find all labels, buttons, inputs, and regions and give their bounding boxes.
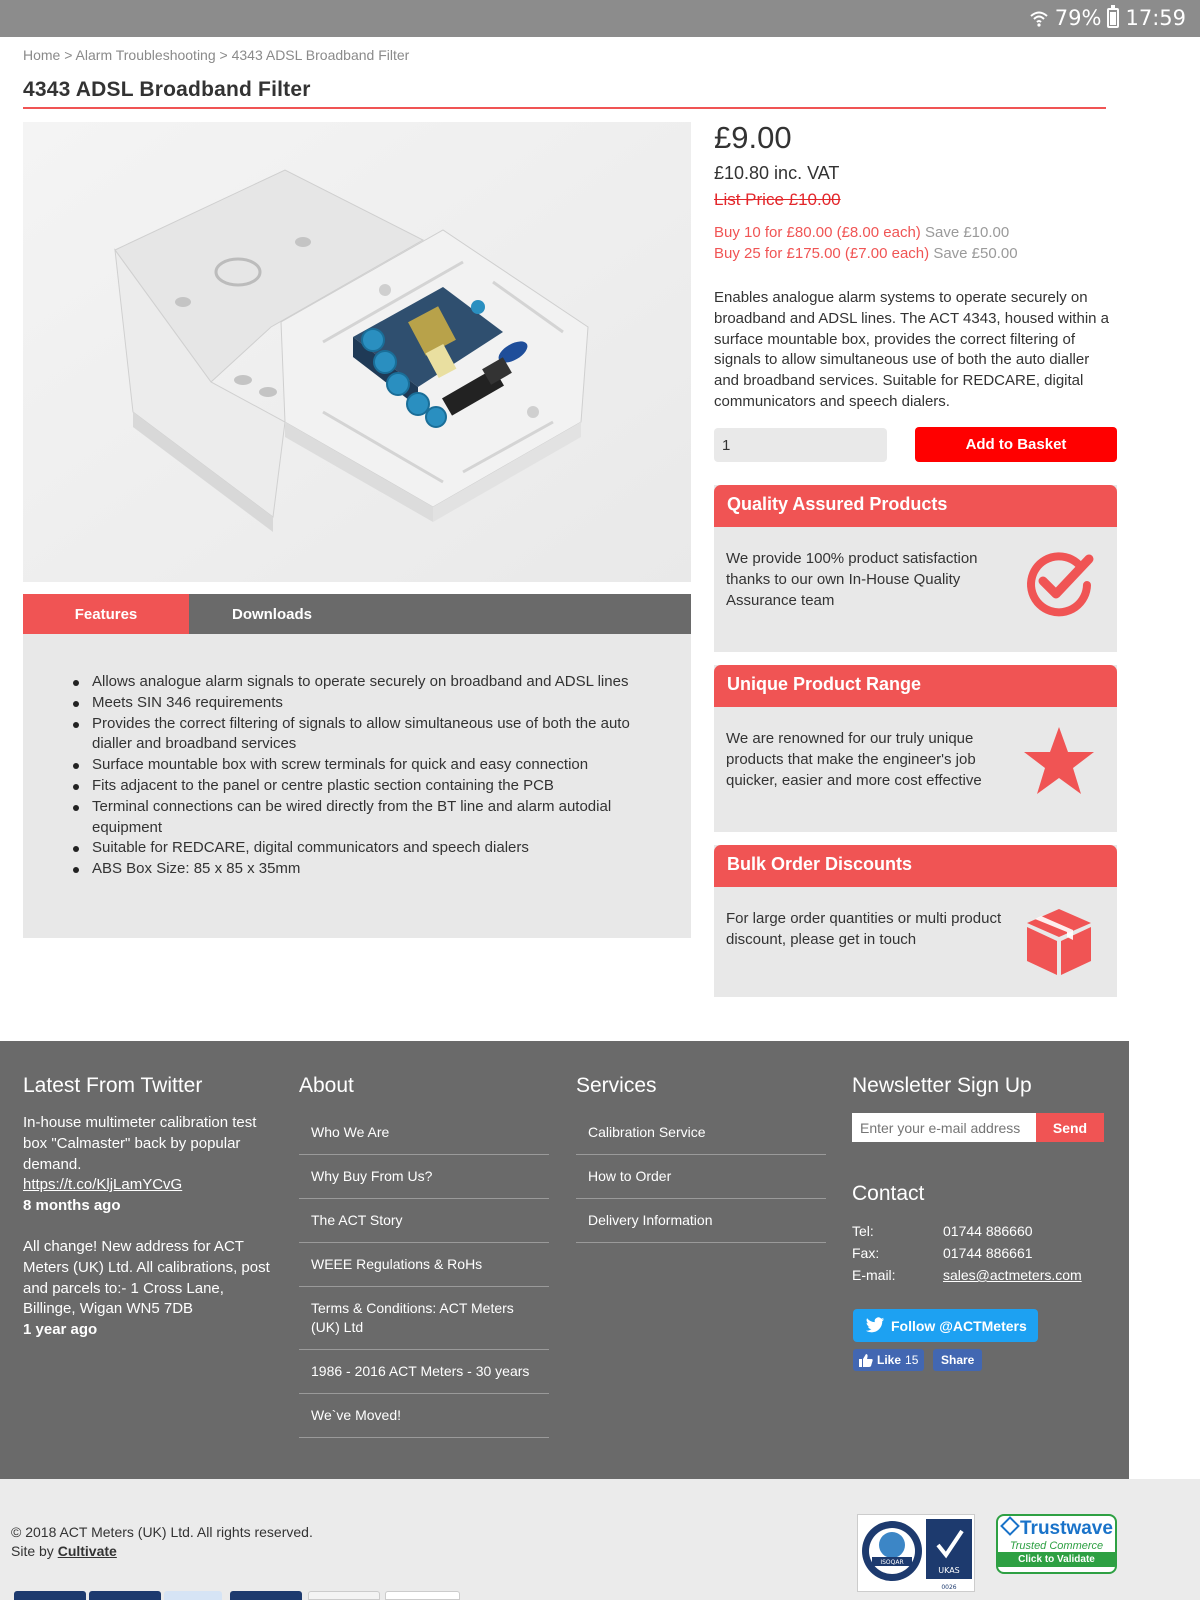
fax-value: 01744 886661: [943, 1245, 1033, 1261]
breadcrumb: [23, 47, 409, 63]
footer-link-how-to-order[interactable]: How to Order: [576, 1155, 826, 1199]
twitter-feed: [23, 1113, 273, 1341]
breadcrumb-separator: >: [60, 47, 76, 63]
footer-link-calibration[interactable]: Calibration Service: [576, 1111, 826, 1155]
ukas-label: UKAS: [938, 1566, 960, 1575]
footer-link-delivery[interactable]: Delivery Information: [576, 1199, 826, 1243]
footer-link-why-buy[interactable]: Why Buy From Us?: [299, 1155, 549, 1199]
thumbs-up-icon: [859, 1353, 873, 1367]
features-panel: [23, 634, 691, 938]
isoqar-ukas-logo: [858, 1515, 976, 1593]
wifi-icon: [1029, 8, 1049, 28]
feature-item: Meets SIN 346 requirements: [68, 693, 671, 714]
twitter-heading: Latest From Twitter: [23, 1074, 203, 1097]
feature-item: ABS Box Size: 85 x 85 x 35mm: [68, 859, 671, 880]
email-label: E-mail:: [852, 1267, 896, 1283]
bottom-bar: [0, 1479, 1200, 1600]
fax-label: Fax:: [852, 1245, 880, 1261]
twitter-bird-icon: [865, 1317, 885, 1334]
trustwave-badge[interactable]: [996, 1514, 1117, 1574]
product-photo-illustration: [23, 122, 691, 582]
info-box-text: We are renowned for our truly unique products that make the engineer's job quicker, easier and more cost effective: [726, 730, 982, 789]
tweet-time: 8 months ago: [23, 1197, 121, 1215]
tweet-time: 1 year ago: [23, 1321, 98, 1339]
twitter-follow-label: Follow @ACTMeters: [891, 1317, 1027, 1334]
star-icon: [1023, 725, 1095, 797]
product-image[interactable]: [23, 122, 691, 582]
footer-link-30-years[interactable]: 1986 - 2016 ACT Meters - 30 years: [299, 1350, 549, 1394]
site-footer: [0, 1041, 1129, 1479]
site-by-text: Site by: [11, 1543, 58, 1559]
info-box-title: Unique Product Range: [714, 665, 1117, 707]
breadcrumb-home[interactable]: Home: [23, 47, 61, 63]
features-list: [68, 672, 671, 880]
feature-item: Terminal connections can be wired directly from the BT line and alarm autodial equipment: [68, 797, 671, 839]
box-icon: [1023, 905, 1095, 977]
battery-percent: 79%: [1054, 6, 1102, 30]
price-inc-vat: £10.80 inc. VAT: [714, 163, 840, 183]
info-box-quality: [714, 485, 1117, 652]
contact-heading: Contact: [852, 1182, 925, 1205]
footer-link-moved[interactable]: We`ve Moved!: [299, 1394, 549, 1438]
breadcrumb-current: 4343 ADSL Broadband Filter: [231, 47, 410, 63]
list-price: List Price £10.00: [714, 190, 841, 209]
checkmark-circle-icon: [1023, 545, 1095, 617]
tab-features[interactable]: Features: [23, 594, 189, 634]
tel-value: 01744 886660: [943, 1223, 1033, 1239]
tweet: [23, 1237, 273, 1341]
footer-link-act-story[interactable]: The ACT Story: [299, 1199, 549, 1243]
battery-icon: [1107, 8, 1119, 28]
product-tabs: [23, 594, 691, 634]
status-bar: [0, 0, 1200, 37]
tweet: [23, 1113, 273, 1217]
feature-item: Allows analogue alarm signals to operate securely on broadband and ADSL lines: [68, 672, 671, 693]
feature-item: Provides the correct filtering of signals to allow simultaneous use of both the auto dialler and broadband services: [68, 714, 671, 756]
facebook-like-button[interactable]: [853, 1349, 924, 1371]
payment-card-icon: [14, 1591, 86, 1600]
info-box-title: Quality Assured Products: [714, 485, 1117, 527]
ukas-number: 0026: [941, 1584, 957, 1591]
info-box-bulk: [714, 845, 1117, 997]
footer-link-weee[interactable]: WEEE Regulations & RoHs: [299, 1243, 549, 1287]
contact-details: [852, 1223, 1082, 1289]
trustwave-logo-icon: [1000, 1516, 1020, 1536]
copyright-text: © 2018 ACT Meters (UK) Ltd. All rights reserved.: [11, 1524, 313, 1540]
trusted-commerce-label: Trusted Commerce: [1009, 1540, 1104, 1552]
quantity-input[interactable]: [714, 428, 887, 462]
info-box-title: Bulk Order Discounts: [714, 845, 1117, 887]
payment-card-icon: [89, 1591, 161, 1600]
product-description: Enables analogue alarm systems to operate securely on broadband and ADSL lines. The ACT 4343, housed within a surface mountable box, provides the correct filtering of signals to allow simultaneous use of both the auto dialler and broadband services. Suitable for REDCARE, digital communicators and speech dialers.: [714, 289, 1110, 410]
newsletter-heading: Newsletter Sign Up: [852, 1074, 1032, 1097]
bulk-offer-text: Buy 10 for £80.00 (£8.00 each): [714, 224, 921, 241]
footer-link-terms[interactable]: Terms & Conditions: ACT Meters (UK) Ltd: [299, 1287, 549, 1350]
trustwave-name: Trustwave: [1020, 1518, 1113, 1539]
about-links: [299, 1111, 549, 1438]
click-to-validate: Click to Validate: [998, 1552, 1115, 1567]
newsletter-email-input[interactable]: [852, 1113, 1036, 1142]
payment-card-icon: [230, 1591, 302, 1600]
add-to-basket-button[interactable]: Add to Basket: [915, 427, 1117, 462]
about-heading: About: [299, 1074, 354, 1097]
tweet-text: In-house multimeter calibration test box "Calmaster" back by popular demand.: [23, 1114, 257, 1173]
page-title: 4343 ADSL Broadband Filter: [23, 78, 311, 101]
isoqar-label: ISOQAR: [880, 1559, 904, 1566]
payment-card-icon: [385, 1591, 460, 1600]
feature-item: Suitable for REDCARE, digital communicators and speech dialers: [68, 838, 671, 859]
email-link[interactable]: sales@actmeters.com: [943, 1267, 1082, 1283]
agency-link[interactable]: Cultivate: [57, 1543, 117, 1559]
trustwave-title: [998, 1516, 1115, 1540]
tab-downloads[interactable]: Downloads: [231, 605, 312, 623]
bulk-save-text: Save £50.00: [933, 245, 1018, 262]
like-count: 15: [905, 1353, 919, 1367]
info-box-text: For large order quantities or multi product discount, please get in touch: [726, 910, 1002, 948]
newsletter-send-button[interactable]: Send: [1036, 1113, 1104, 1142]
services-links: [576, 1111, 826, 1243]
tel-label: Tel:: [852, 1223, 874, 1239]
breadcrumb-category[interactable]: Alarm Troubleshooting: [75, 47, 216, 63]
bulk-offer-25: [714, 245, 1018, 262]
title-divider: [23, 107, 1106, 109]
tweet-link[interactable]: https://t.co/KljLamYCvG: [23, 1176, 183, 1194]
bulk-offer-text: Buy 25 for £175.00 (£7.00 each): [714, 245, 930, 262]
payment-card-icon: [308, 1591, 380, 1600]
services-heading: Services: [576, 1074, 657, 1097]
bulk-offer-10: [714, 224, 1009, 241]
info-box-unique: [714, 665, 1117, 832]
facebook-share-button[interactable]: Share: [933, 1349, 982, 1371]
clock: 17:59: [1125, 6, 1186, 30]
payment-card-icon: [164, 1591, 222, 1600]
feature-item: Fits adjacent to the panel or centre plastic section containing the PCB: [68, 776, 671, 797]
feature-item: Surface mountable box with screw terminals for quick and easy connection: [68, 755, 671, 776]
bulk-save-text: Save £10.00: [924, 224, 1010, 241]
breadcrumb-separator: >: [215, 47, 232, 63]
tweet-text: All change! New address for ACT Meters (UK) Ltd. All calibrations, post and parcels to:- 1 Cross Lane, Billinge, Wigan WN5 7DB: [23, 1237, 270, 1318]
like-label: Like: [877, 1353, 902, 1367]
twitter-follow-button[interactable]: [853, 1309, 1038, 1342]
copyright: [11, 1523, 313, 1561]
isoqar-ukas-certificate[interactable]: [857, 1514, 975, 1592]
footer-link-who-we-are[interactable]: Who We Are: [299, 1111, 549, 1155]
product-price: £9.00: [714, 120, 792, 155]
info-box-text: We provide 100% product satisfaction thanks to our own In-House Quality Assurance team: [726, 550, 978, 609]
